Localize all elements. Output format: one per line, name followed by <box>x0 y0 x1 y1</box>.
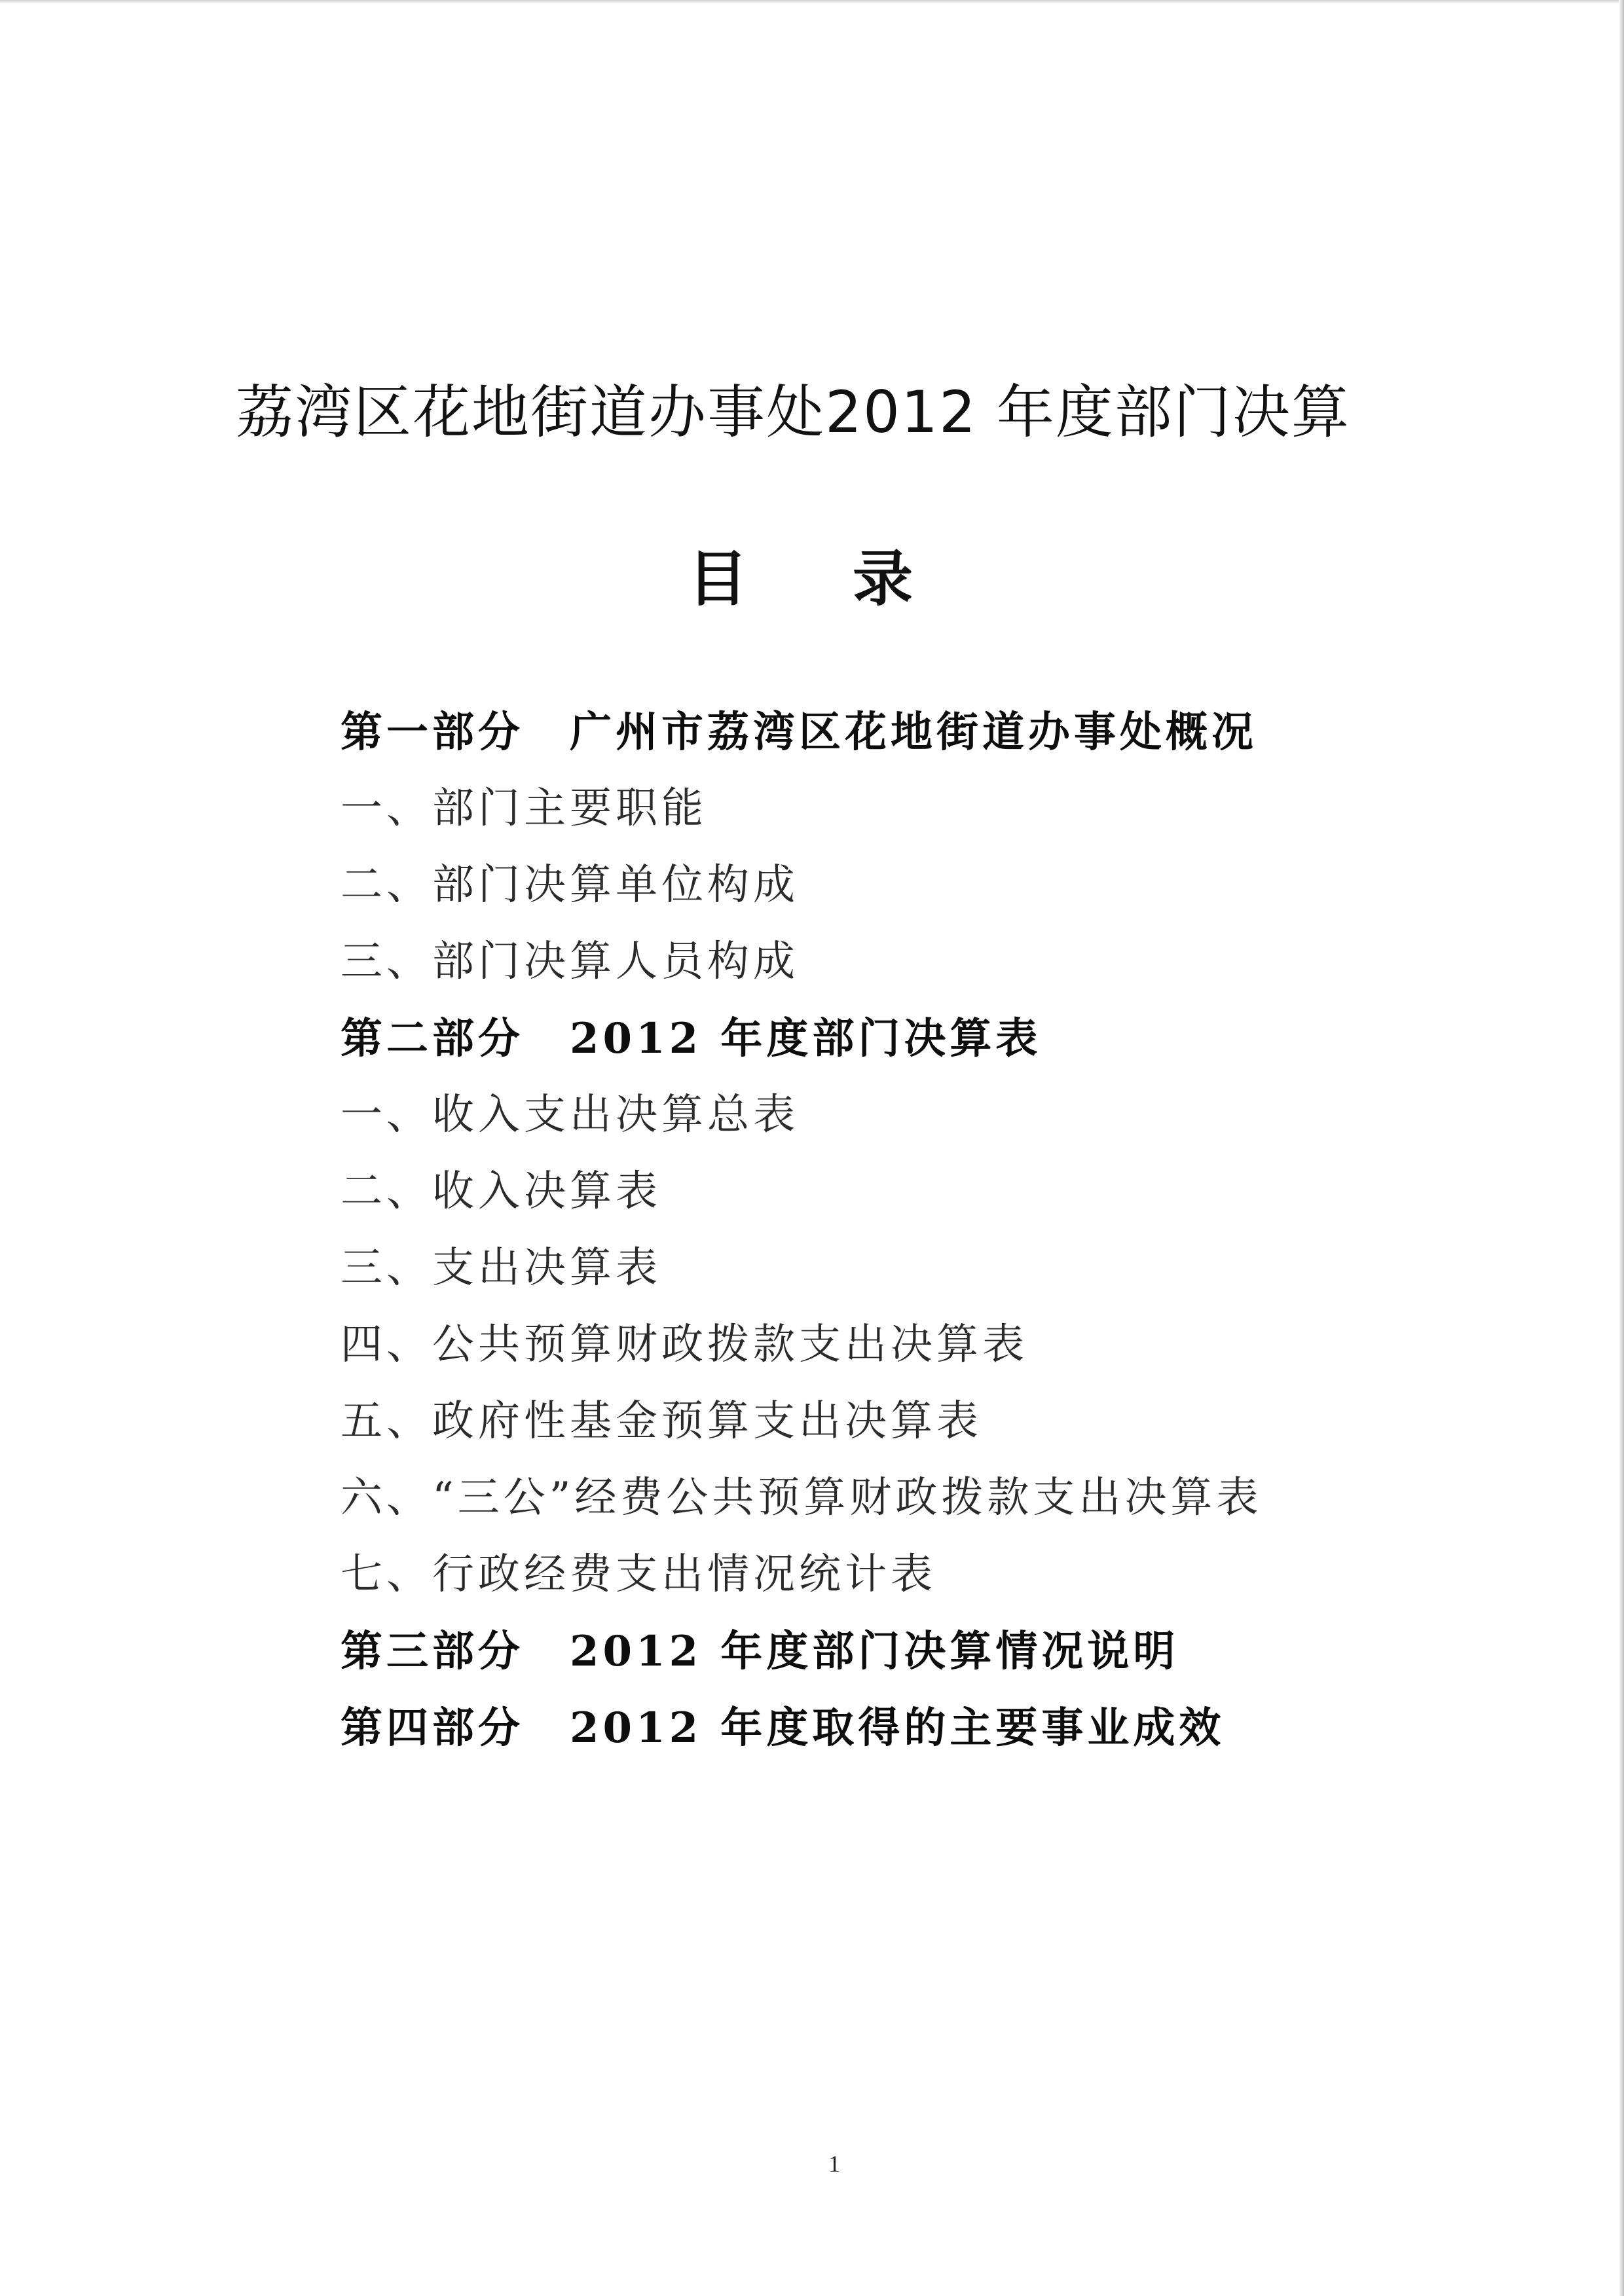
toc-part-title: 2012 年度部门决算情况说明 <box>570 1627 1179 1676</box>
toc-item: 六、“三公”经费公共预算财政拨款支出决算表 <box>341 1474 1263 1522</box>
toc-item: 三、支出决算表 <box>341 1244 661 1292</box>
toc-part-3 <box>341 1613 1519 1690</box>
scan-edge-top <box>0 0 1624 4</box>
toc-part-2 <box>341 1000 1519 1077</box>
toc-item: 七、行政经费支出情况统计表 <box>341 1550 936 1599</box>
toc-item: 一、部门主要职能 <box>341 784 707 833</box>
page-number: 1 <box>828 2151 840 2177</box>
toc-item: 二、收入决算表 <box>341 1167 661 1216</box>
toc-part-4 <box>341 1690 1519 1766</box>
toc-heading: 目录 <box>688 544 1018 614</box>
toc-item: 一、收入支出决算总表 <box>341 1091 799 1139</box>
toc-part-title: 广州市荔湾区花地街道办事处概况 <box>570 708 1257 757</box>
toc-part-label: 第四部分 <box>341 1704 524 1753</box>
document-title: 荔湾区花地街道办事处2012 年度部门决算 <box>236 378 1350 446</box>
toc-part-title: 2012 年度取得的主要事业成效 <box>570 1704 1225 1753</box>
scan-edge-right <box>1619 0 1624 2296</box>
table-of-contents <box>341 694 1519 1766</box>
toc-item: 二、部门决算单位构成 <box>341 861 799 909</box>
toc-part-1 <box>341 694 1519 771</box>
toc-item: 四、公共预算财政拨款支出决算表 <box>341 1321 1028 1369</box>
toc-item: 五、政府性基金预算支出决算表 <box>341 1397 982 1446</box>
toc-part-label: 第三部分 <box>341 1627 524 1676</box>
toc-item: 三、部门决算人员构成 <box>341 938 799 986</box>
toc-part-title: 2012 年度部门决算表 <box>570 1014 1042 1063</box>
toc-part-label: 第一部分 <box>341 708 524 757</box>
toc-part-label: 第二部分 <box>341 1014 524 1063</box>
